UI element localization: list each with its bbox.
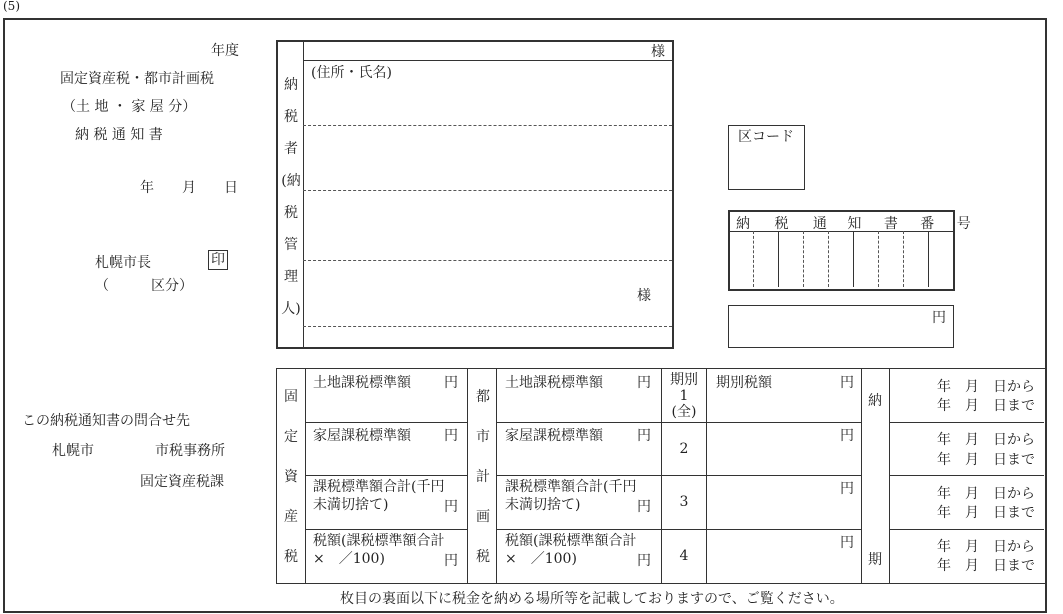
contact-city: 札幌市: [52, 443, 94, 459]
period-4-from: 年 月 日から: [937, 539, 1035, 555]
city-planning-tax-label: 都 市 計 画 税: [476, 389, 490, 565]
land-base-city: 土地課税標準額: [505, 375, 603, 391]
contact-heading: この納税通知書の問合せ先: [22, 413, 190, 429]
taxpayer-box: [276, 40, 674, 349]
period-1-to: 年 月 日まで: [937, 398, 1035, 414]
due-label-bottom: 期: [868, 552, 882, 568]
land-base-fixed-unit: 円: [444, 375, 458, 391]
mayor-label: 札幌市長: [95, 255, 151, 271]
building-base-city: 家屋課税標準額: [505, 428, 603, 444]
building-base-fixed: 家屋課税標準額: [313, 428, 411, 444]
building-base-fixed-unit: 円: [444, 428, 458, 444]
land-base-fixed: 土地課税標準額: [313, 375, 411, 391]
taxpayer-vertical-label: 納 税 者 (納 税 管 理 人): [281, 77, 301, 317]
honorific-bottom: 様: [637, 288, 651, 304]
amount-unit: 円: [932, 310, 946, 326]
period-2-to: 年 月 日まで: [937, 452, 1035, 468]
address-name-label: (住所・氏名): [311, 65, 392, 81]
tax-amount-fixed: 税額(課税標準額合計 × ／100): [313, 533, 445, 567]
seal-stamp: 印: [208, 250, 228, 270]
page-number: (5): [3, 0, 20, 13]
honorific-top: 様: [651, 44, 665, 60]
fiscal-year: 年度: [211, 43, 239, 59]
building-base-city-unit: 円: [637, 428, 651, 444]
period-4: 4: [679, 548, 689, 564]
period-1: 期別 1 (全): [670, 372, 698, 420]
period-3-to: 年 月 日まで: [937, 505, 1035, 521]
period-amount-label: 期別税額: [716, 375, 772, 391]
tax-amount-city-unit: 円: [637, 553, 651, 569]
total-base-fixed: 課税標準額合計(千円 未満切捨て): [313, 479, 445, 513]
contact-office: 市税事務所: [155, 443, 225, 459]
period-1-from: 年 月 日から: [937, 379, 1035, 395]
title-line2: （土 地 ・ 家 屋 分）: [62, 99, 197, 115]
contact-section: 固定資産税課: [140, 474, 224, 490]
period-3: 3: [679, 494, 689, 510]
title-line3: 納 税 通 知 書: [75, 127, 163, 143]
land-base-city-unit: 円: [637, 375, 651, 391]
total-base-city: 課税標準額合計(千円 未満切捨て): [505, 479, 637, 513]
title-line1: 固定資産税・都市計画税: [60, 71, 214, 87]
total-base-city-unit: 円: [637, 499, 651, 515]
period-2-unit: 円: [840, 428, 854, 444]
due-label-top: 納: [868, 393, 882, 409]
period-3-unit: 円: [840, 481, 854, 497]
period-4-unit: 円: [840, 535, 854, 551]
ward-label: （ 区分）: [95, 278, 193, 294]
fixed-asset-tax-label: 固 定 資 産 税: [284, 389, 298, 565]
period-2: 2: [679, 441, 689, 457]
notice-number-label: 納 税 通 知 書 番 号: [736, 216, 971, 232]
ward-code-label: 区コード: [738, 129, 794, 145]
period-2-from: 年 月 日から: [937, 432, 1035, 448]
amount-box: [728, 305, 954, 348]
period-4-to: 年 月 日まで: [937, 558, 1035, 574]
period-1-unit: 円: [840, 375, 854, 391]
tax-amount-city: 税額(課税標準額合計 × ／100): [505, 533, 637, 567]
issue-date: 年 月 日: [140, 180, 238, 196]
total-base-fixed-unit: 円: [444, 499, 458, 515]
tax-amount-fixed-unit: 円: [444, 553, 458, 569]
footer-note: 枚目の裏面以下に税金を納める場所等を記載しておりますので、ご覧ください。: [340, 591, 844, 607]
period-3-from: 年 月 日から: [937, 486, 1035, 502]
